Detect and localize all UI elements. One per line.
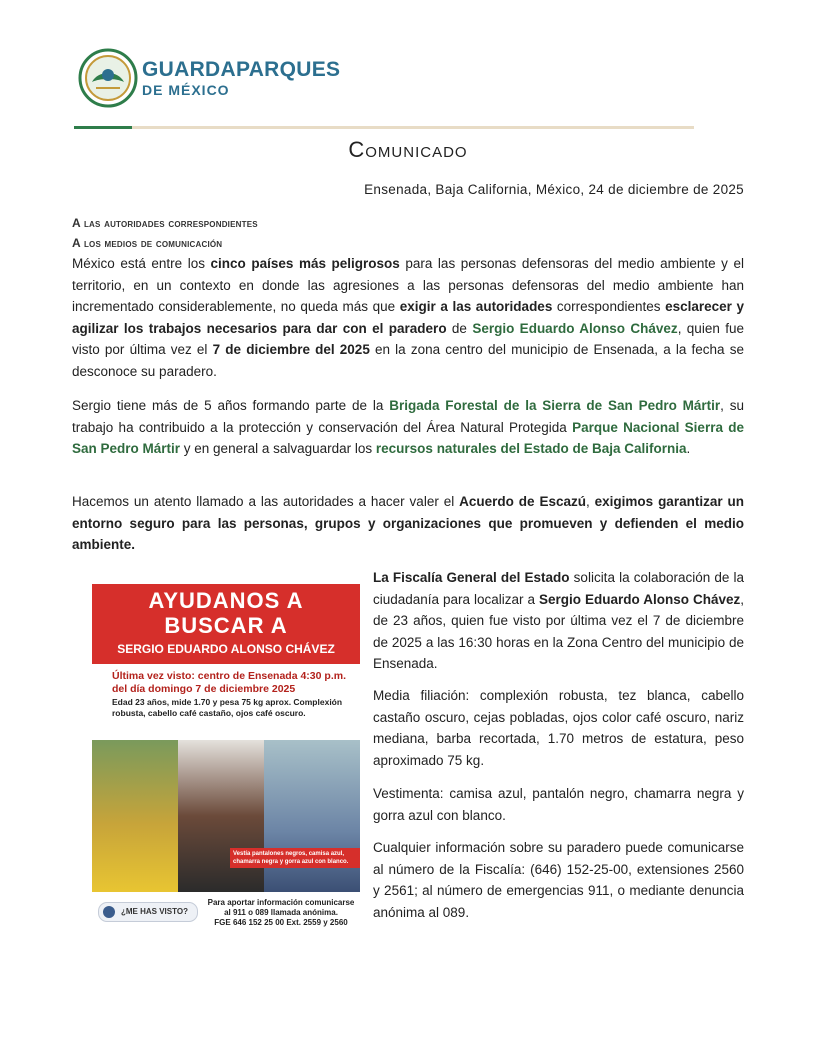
photo-firefighter	[92, 740, 178, 892]
paragraph-call-to-action: Hacemos un atento llamado a las autoridades a hacer valer el Acuerdo de Escazú, exigimos garantizar un entorno seguro para las personas, grupos y organizaciones que promueven y defienden el medio ambiente.	[72, 494, 744, 552]
me-has-visto-badge: ¿ME HAS VISTO?	[98, 902, 198, 922]
photo-blue-shirt	[264, 740, 360, 892]
brand-subtitle: DE MÉXICO	[142, 82, 230, 98]
guardaparques-logo-icon	[78, 48, 138, 108]
poster-footer	[92, 894, 360, 930]
header-divider-accent	[74, 126, 132, 129]
paragraph-description: Media filiación: complexión robusta, tez blanca, cabello castaño oscuro, cejas pobladas, ojos color café oscuro, nariz mediana, barba recortada, 1.70 metros de estatura, peso aproximado 75 kg.	[373, 688, 744, 768]
poster-headline-1: AYUDANOS A	[148, 588, 304, 613]
paragraph-context: México está entre los cinco países más peligrosos para las personas defensoras del medio ambiente y el territorio, en un contexto en donde las agresiones a las personas defensoras del medio ambiente han incrementado considerablemente, no queda más que exigir a las autoridades correspondientes esclarecer y agilizar los trabajos necesarios para dar con el paradero de Sergio Eduardo Alonso Chávez, quien fue visto por última vez el 7 de diciembre del 2025 en la zona centro del municipio de Ensenada, a la fecha se desconoce su paradero.	[72, 256, 744, 379]
paragraph-fiscalia: La Fiscalía General del Estado solicita la colaboración de la ciudadanía para localizar a Sergio Eduardo Alonso Chávez, de 23 años, quien fue visto por última vez el 7 de diciembre de 2025 a las 16:30 horas en la Zona Centro del municipio de Ensenada.	[373, 570, 745, 671]
missing-person-poster	[92, 584, 360, 930]
paragraph-background: Sergio tiene más de 5 años formando parte de la Brigada Forestal de la Sierra de San Pedro Mártir, su trabajo ha contribuido a la protección y conservación del Área Natural Protegida Parque Nacional Sierra de San Pedro Mártir y en general a salvaguardar los recursos naturales del Estado de Baja California.	[72, 398, 745, 456]
fiscalia-seal-icon	[103, 906, 115, 918]
paragraph-clothing: Vestimenta: camisa azul, pantalón negro, chamarra negra y gorra azul con blanco.	[373, 786, 744, 823]
addressee-media: A los medios de comunicación	[72, 236, 223, 250]
addressee-authorities: A las autoridades correspondientes	[72, 216, 258, 230]
poster-contact: Para aportar información comunicarse al 911 o 089 llamada anónima. FGE 646 152 25 00 Ext. 2559 y 2560	[207, 898, 355, 927]
dateline: Ensenada, Baja California, México, 24 de diciembre de 2025	[364, 182, 744, 197]
brand-name: GUARDAPARQUES	[142, 58, 341, 81]
poster-name: SERGIO EDUARDO ALONSO CHÁVEZ	[117, 642, 335, 656]
poster-last-seen: Última vez visto: centro de Ensenada 4:30 p.m. del día domingo 7 de diciembre 2025	[112, 670, 346, 695]
header-divider	[74, 126, 694, 129]
paragraph-contact: Cualquier información sobre su paradero puede comunicarse al número de la Fiscalía: (646) 152-25-00, extensiones 2560 y 2561; al número de emergencias 911, o mediante denuncia anónima al 089.	[373, 840, 744, 920]
poster-details: Edad 23 años, mide 1.70 y pesa 75 kg aprox. Complexión robusta, cabello café castaño, ojos café oscuro.	[112, 697, 343, 718]
photo-portrait	[178, 740, 264, 892]
document-title: Comunicado	[348, 137, 468, 162]
clothing-caption: Vestía pantalones negros, camisa azul, chamarra negra y gorra azul con blanco.	[230, 848, 360, 868]
poster-headline-2: BUSCAR A	[164, 613, 288, 638]
